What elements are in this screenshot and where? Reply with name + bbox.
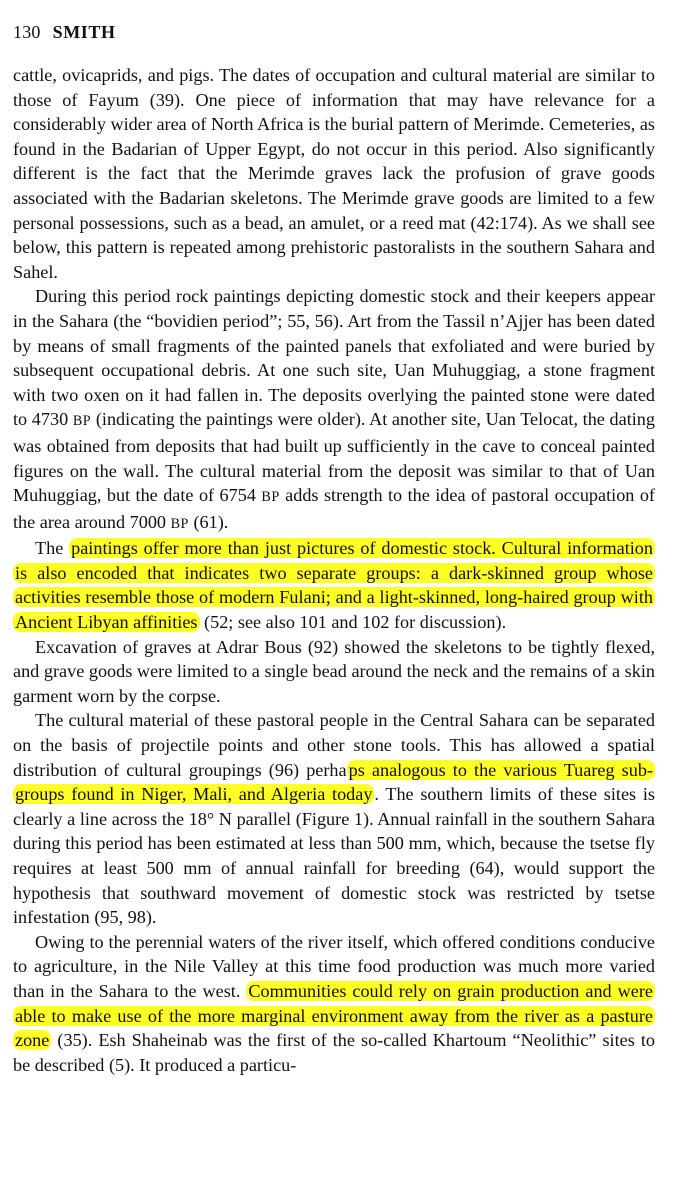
paragraph-4	[13, 635, 655, 709]
highlighted-passage: Communities could rely on grain production and were able to make use of the more marginal environment away from the river as a pasture zone	[15, 980, 653, 1051]
paragraph-2-text-a: During this period rock paintings depicting domestic stock and their keepers appear in the Sahara (the “bovidien period”; 55, 56). Art from the Tassil n’Ajjer has been dated by means of small fragments of the painted panels that exfoliated and were buried by subsequent occupational debris. At one such site, Uan Muhuggiag, a stone fragment with two oxen on it had fallen in. The deposits overlying the painted stone were dated to 4730	[13, 286, 655, 430]
running-title: SMITH	[52, 22, 116, 42]
paragraph-4-text: Excavation of graves at Adrar Bous (92) showed the skeletons to be tightly flexed, and grave goods were limited to a single bead around the neck and the remains of a skin garment worn by the corpse.	[13, 636, 655, 706]
bp-abbrev: BP	[261, 489, 280, 506]
paragraph-1	[13, 63, 655, 284]
paragraph-2	[13, 284, 655, 536]
running-head	[13, 22, 116, 43]
paragraph-6-text-b: (35). Esh Shaheinab was the first of the so-called Khartoum “Neolithic” sites to be described (5). It produced a particu-	[13, 1030, 655, 1075]
paragraph-3-text-a: The	[35, 538, 70, 559]
highlighted-passage: paintings offer more than just pictures of domestic stock. Cultural information is also encoded that indicates two separate groups: a dark-skinned group whose activities resemble those of modern Fulani; and a light-skinned, long-haired group with Ancient Libyan affinities	[15, 538, 653, 633]
highlighted-passage: ps analogous to the various Tuareg sub-groups found in Niger, Mali, and Algeria today	[15, 759, 653, 805]
paragraph-5	[13, 708, 655, 929]
page-number: 130	[13, 22, 41, 42]
paragraph-3-text-b: (52; see also 101 and 102 for discussion).	[199, 612, 507, 633]
paragraph-1-text: cattle, ovicaprids, and pigs. The dates of occupation and cultural material are similar to those of Fayum (39). One piece of information that may have relevance for a considerably wider area of North Africa is the burial pattern of Merimde. Cemeteries, as found in the Badarian of Upper Egypt, do not occur in this period. Also significantly different is the fact that the Merimde graves lack the profusion of grave goods associated with the Badarian skeletons. The Merimde grave goods are limited to a few personal possessions, such as a bead, an amulet, or a reed mat (42:174). As we shall see below, this pattern is repeated among prehistoric pastoralists in the southern Sahara and Sahel.	[13, 65, 655, 282]
paragraph-2-text-b: (indicating the paintings were older). At another site, Uan Telocat, the dating was obtained from deposits that had built up sufficiently in the cave to conceal painted figures on the wall. The cultural material from the deposit was similar to that of Uan Muhuggiag, but the date of 6754	[13, 409, 655, 506]
paragraph-6-text-a: Owing to the perennial waters of the river itself, which offered conditions conducive to agriculture, in the Nile Valley at this time food production was much more varied than in the Sahara to the west.	[13, 931, 655, 1001]
paragraph-5-text-b: . The southern limits of these sites is clearly a line across the 18° N parallel (Figure 1). Annual rainfall in the southern Sahara during this period has been estimated at less than 500 mm, which, because the tsetse fly requires at least 500 mm of annual rainfall for breeding (64), would support the hypothesis that southward movement of domestic stock was restricted by tsetse infestation (95, 98).	[13, 784, 655, 928]
bp-abbrev: BP	[170, 515, 189, 532]
paragraph-6	[13, 930, 655, 1078]
paragraph-2-text-d: (61).	[188, 511, 229, 532]
body-text	[13, 63, 655, 1077]
paragraph-2-text-c: adds strength to the idea of pastoral occupation of the area around 7000	[13, 485, 655, 532]
paragraph-5-text-a: The cultural material of these pastoral people in the Central Sahara can be separated on the basis of projectile points and other stone tools. This has allowed a spatial distribution of cultural groupings (96) perha	[13, 710, 655, 780]
paragraph-3	[13, 536, 655, 634]
bp-abbrev: BP	[72, 413, 92, 430]
